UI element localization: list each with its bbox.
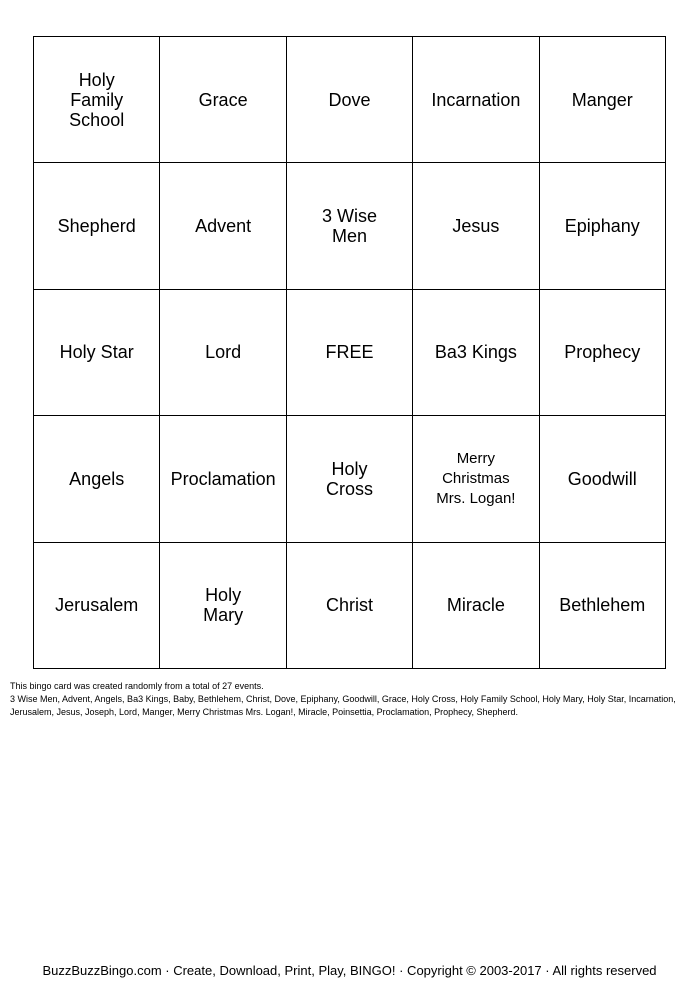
bingo-cell [539, 289, 665, 415]
page-footer: BuzzBuzzBingo.com · Create, Download, Print, Play, BINGO! · Copyright © 2003-2017 · All rights reserved [42, 963, 657, 978]
bingo-cell-text: FREE [325, 342, 374, 363]
bingo-cell [160, 289, 286, 415]
bingo-cell [539, 542, 665, 668]
bingo-cell [286, 163, 412, 289]
bingo-cell [34, 542, 160, 668]
bingo-cell-text: Advent [195, 216, 252, 237]
bingo-cell [160, 542, 286, 668]
bingo-cell-text: Holy Family School [69, 69, 125, 130]
bingo-cell-text: Goodwill [567, 468, 637, 489]
bingo-cell [539, 37, 665, 163]
bingo-cell [34, 416, 160, 542]
bingo-cell-text: Prophecy [564, 342, 641, 363]
bingo-cell-text: Holy Cross [325, 458, 373, 499]
bingo-cell-text: Ba3 Kings [434, 342, 517, 363]
bingo-cell-text: Angels [69, 468, 125, 489]
bingo-free-cell [286, 289, 412, 415]
card-info [10, 680, 690, 719]
bingo-cell [34, 163, 160, 289]
bingo-row-1 [34, 37, 666, 163]
bingo-cell-text: Grace [198, 89, 248, 110]
bingo-cell-text: Shepherd [57, 216, 136, 237]
bingo-cell [286, 37, 412, 163]
bingo-cell-text: Miracle [446, 595, 505, 616]
bingo-cell [286, 416, 412, 542]
bingo-cell [413, 416, 539, 542]
bingo-cell-text: Holy Star [59, 342, 134, 363]
bingo-row-5 [34, 542, 666, 668]
bingo-cell-text: 3 Wise Men [321, 206, 377, 247]
bingo-cell-text: Jerusalem [55, 595, 139, 616]
bingo-cell [413, 163, 539, 289]
bingo-cell [413, 289, 539, 415]
bingo-cell-text: Epiphany [564, 216, 640, 237]
bingo-cell-text: Merry Christmas Mrs. Logan! [436, 449, 516, 507]
bingo-cell-text: Lord [205, 342, 242, 363]
bingo-grid [33, 36, 666, 669]
bingo-cell [286, 542, 412, 668]
bingo-row-3 [34, 289, 666, 415]
bingo-cell [160, 163, 286, 289]
bingo-grid-body [34, 37, 666, 669]
bingo-cell-text: Jesus [452, 216, 500, 237]
bingo-cell-text: Incarnation [431, 89, 521, 110]
bingo-cell [539, 163, 665, 289]
card-info-events-list: 3 Wise Men, Advent, Angels, Ba3 Kings, Baby, Bethlehem, Christ, Dove, Epiphany, Goodwill, Grace, Holy Cross, Holy Family School, Holy Mary, Holy Star, Incarnation, Jerusalem, Jesus, Joseph, Lord, Manger, Merry Christmas Mrs. Logan!, Miracle, Poinsettia, Proclamation, Prophecy, Shepherd. [10, 694, 676, 717]
bingo-cell-text: Manger [571, 89, 633, 110]
bingo-cell [160, 37, 286, 163]
bingo-cell-text: Proclamation [170, 468, 276, 489]
bingo-cell-text: Christ [325, 595, 373, 616]
bingo-cell [413, 37, 539, 163]
bingo-cell [34, 37, 160, 163]
bingo-row-2 [34, 163, 666, 289]
bingo-cell-text: Bethlehem [559, 595, 646, 616]
bingo-cell [160, 416, 286, 542]
bingo-cell [413, 542, 539, 668]
bingo-cell [34, 289, 160, 415]
bingo-row-4 [34, 416, 666, 542]
bingo-cell-text: Holy Mary [203, 585, 244, 626]
bingo-cell [539, 416, 665, 542]
card-info-summary: This bingo card was created randomly from a total of 27 events. [10, 681, 264, 691]
bingo-cell-text: Dove [328, 89, 371, 110]
